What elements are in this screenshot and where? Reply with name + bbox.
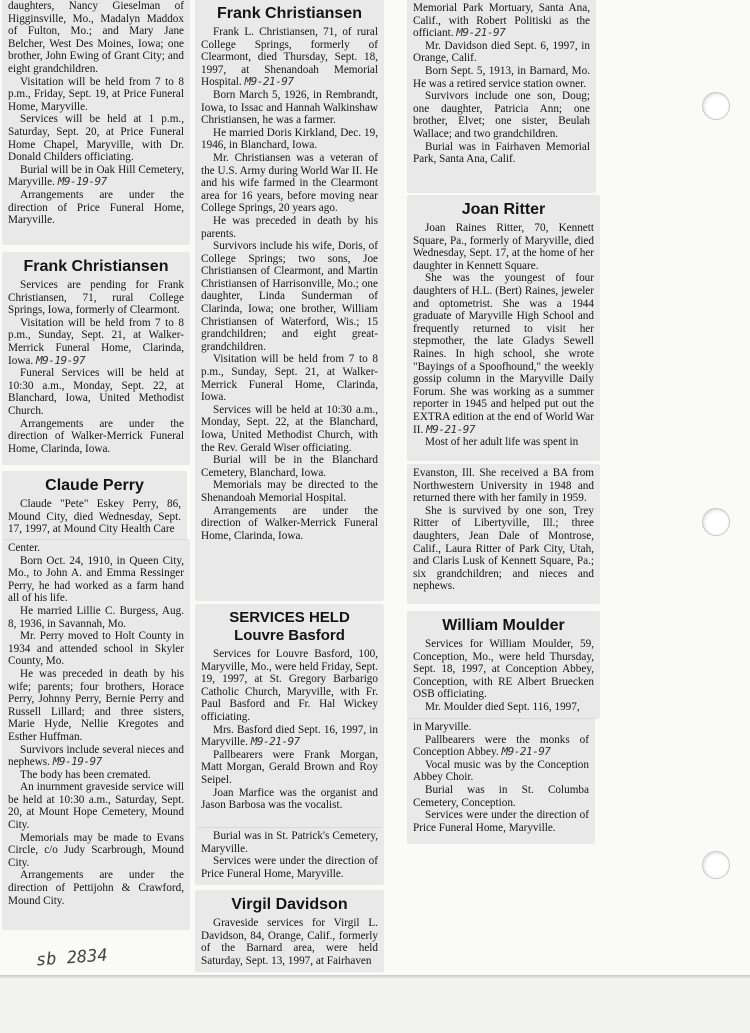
obituary-heading: Frank Christiansen [217,5,362,22]
obituary-subheading: Louvre Basford [234,627,345,644]
obituary-heading: Virgil Davidson [231,896,348,913]
obituary-clipping-continued [3,0,189,244]
obituary-heading: William Moulder [442,617,565,634]
obit-text: Memorial Park Mortuary, Santa Ana, Calif., with Robert Politiski as the officiant. [413,2,590,40]
binder-hole [702,508,730,536]
obit-text: Arrangements are under the direction of Pettijohn & Crawford, Mound City. [8,869,184,907]
obituary-clipping [3,253,189,464]
binder-hole [702,92,730,120]
handwritten-date: M9-21-97 [244,75,294,89]
obituary-clipping [408,196,599,460]
obit-text: Mr. Davidson died Sept. 6, 1997, in Orange, Calif. [413,39,590,65]
obit-text: Claude "Pete" Eskey Perry, 86, Mound City, died Wednesday, Sept. 17, 1997, at Mound City Health Care [8,498,181,536]
handwritten-date: M9-21-97 [426,422,476,436]
obit-text: Visitation will be held from 7 to 8 p.m., Sunday, Sept. 21, at Walker-Merrick Funeral Home, Clarinda, Iowa. [201,353,378,404]
obit-text: An inurnment graveside service will be held at 10:30 a.m., Saturday, Sept. 20, at Mount Hope Cemetery, Mound City. [8,781,184,832]
obit-text: Arrangements are under the direction of Walker-Merrick Funeral Home, Clarinda, Iowa. [8,417,184,455]
obit-text: Visitation will be held from 7 to 8 p.m., Friday, Sept. 19, at Price Funeral Home, Maryville. [8,75,184,113]
obit-text: Burial was in St. Columba Cemetery, Conception. [413,783,589,809]
obit-text: Center. [8,542,40,554]
obituary-clipping-continued [3,540,189,929]
obituary-clipping [3,472,186,540]
obit-text: She is survived by one son, Trey Ritter of Libertyville, Ill.; three daughters, Jean Dale of Montrose, Calif., Laura Ritter of Park City, Utah, and Claris Lusk of Kennett Square, Pa.; six grandchildren; and nieces and nephews. [413,504,594,593]
obit-text: in Maryville. [413,721,472,733]
handwritten-date: M9-21-97 [250,735,300,749]
obit-text: daughters, Nancy Gieselman of Higginsville, Mo., Madalyn Maddox of Fulton, Mo.; and Mary Jane Belcher, West Des Moines, Iowa; one brother, John Ewing of Grant City; and eight grandchildren. [8,0,184,75]
obit-text: He was preceded in death by his wife; parents; four brothers, Horace Perry, Johnny Perry, Bernie Perry and Russell Lillard; and three sisters, Marie Hyde, Nellie Kregotes and Esther Huffman. [8,667,184,743]
obit-text: Services for Louvre Basford, 100, Maryville, Mo., were held Friday, Sept. 19, 1997, at St. Gregory Barbarigo Catholic Church, Maryville, with Fr. Paul Basford and Fr. Hal Wickey officiating. [201,648,378,723]
obit-text: Vocal music was by the Conception Abbey Choir. [413,758,589,784]
obit-text: Visitation will be held from 7 to 8 p.m., Sunday, Sept. 21, at Walker-Merrick Funeral Home, Clarinda, Iowa. [8,316,184,367]
handwritten-date: M9-21-97 [456,26,506,40]
obit-text: Funeral Services will be held at 10:30 a.m., Monday, Sept. 22, at Blanchard, Iowa, United Methodist Church. [8,367,184,417]
obituary-clipping-continued [408,719,594,843]
obit-text: Survivors include his wife, Doris, of College Springs; two sons, Joe Christiansen of Clearmont, and Martin Christiansen of Harrisonville, Mo.; one daughter, Linda Sunderman of Clarinda, Iowa; one brother, William Christiansen of Waterford, Wis.; 15 grandchildren; and eight great-grandchildren. [201,240,378,353]
binder-hole [702,851,730,879]
obit-text: Services are pending for Frank Christiansen, 71, rural College Springs, Iowa, formerly of Clearmont. [8,279,184,317]
obit-text: Pallbearers were Frank Morgan, Matt Morgan, Gerald Brown and Roy Seipel. [201,748,378,786]
obit-text: Burial was in Fairhaven Memorial Park, Santa Ana, Calif. [413,140,590,166]
obit-text: Mrs. Basford died Sept. 16, 1997, in Maryville. [201,723,378,749]
obit-text: Survivors include one son, Doug; one daughter, Patricia Ann; one brother, Elvet; one sister, Beulah Wallace; and two grandchildren. [413,90,590,140]
handwritten-page-number: sb 2834 [35,945,109,971]
obituary-heading: Frank Christiansen [23,258,169,275]
obituary-clipping [408,612,599,718]
obit-text: Mr. Christiansen was a veteran of the U.S. Army during World War II. He and his wife farmed in the Clearmont area for 16 years, before moving near College Springs, 20 years ago. [201,151,378,215]
obit-text: Services for William Moulder, 59, Conception, Mo., were held Thursday, Sept. 18, 1997, at Conception Abbey, Conception, with RE Albert Bruecken OSB officiating. [413,638,594,701]
obit-text: Born March 5, 1926, in Rembrandt, Iowa, to Issac and Hannah Walkinshaw Christiansen, he was a farmer. [201,88,378,127]
obit-text: Evanston, Ill. She received a BA from Northwestern University in 1948 and returned there with her family in 1959. [413,467,594,505]
obituary-heading: Joan Ritter [461,201,546,218]
obit-text: Mr. Moulder died Sept. 116, 1997, [425,700,580,713]
obituary-clipping [196,891,383,971]
obit-text: Most of her adult life was spent in [425,436,579,449]
page-edge [0,975,750,979]
obit-text: Burial was in St. Patrick's Cemetery, Maryville. [201,830,378,855]
obituary-clipping-continued [408,0,595,192]
obit-text: He married Doris Kirkland, Dec. 19, 1946, in Blanchard, Iowa. [201,126,378,152]
obit-text: Memorials may be made to Evans Circle, c/o Judy Scarbrough, Mound City. [8,831,184,869]
handwritten-date: M9-19-97 [57,175,107,189]
handwritten-date: M9-21-97 [501,745,551,759]
obit-text: Born Sept. 5, 1913, in Barnard, Mo. He was a retired service station owner. [413,64,590,90]
obituary-heading: Claude Perry [45,477,144,494]
obit-text: Born Oct. 24, 1910, in Queen City, Mo., to John A. and Emma Ressinger Perry, he had worked as a farm hand all of his life. [8,554,184,605]
obit-text: She was the youngest of four daughters of H.L. (Bert) Raines, jeweler and optometrist. She was a 1944 graduate of Maryville High School and frequently returned to visit her stepmother, the late Gladys Sewell Raines. In high school, she wrote "Bayings of a Spoofhound," the weekly gossip column in the Maryville Daily Forum. She was working as a summer reporter in 1945 and helped put out the EXTRA edition at the end of World War II. [413,272,594,436]
obituary-clipping [196,605,383,827]
obit-text: Services were under the direction of Price Funeral Home, Maryville. [201,855,378,880]
obit-text: Joan Marfice was the organist and Jason Barbosa was the vocalist. [201,786,378,812]
obituary-clipping [196,0,383,600]
obit-text: Pallbearers were the monks of Conception Abbey. [413,733,589,759]
obit-text: He was preceded in death by his parents. [201,214,378,240]
obituary-heading: SERVICES HELD [229,609,350,626]
obit-text: Burial will be in the Blanchard Cemetery, Blanchard, Iowa. [201,454,378,479]
obit-text: He married Lillie C. Burgess, Aug. 8, 1936, in Savannah, Mo. [8,604,184,630]
obit-text: Survivors include several nieces and nephews. [8,743,184,769]
obit-text: Mr. Perry moved to Holt County in 1934 and attended school in Skyler County, Mo. [8,630,184,668]
handwritten-date: M9-19-97 [35,353,85,367]
obit-text: Arrangements are under the direction of Price Funeral Home, Maryville. [8,188,184,227]
obit-text: Joan Raines Ritter, 70, Kennett Square, Pa., formerly of Maryville, died Wednesday, Sept. 17, at the home of her daughter in Kennett Square. [413,222,594,272]
obit-text: Memorials may be directed to the Shenandoah Memorial Hospital. [201,479,378,504]
obituary-clipping-continued [408,465,599,603]
obit-text: Arrangements are under the direction of Walker-Merrick Funeral Home, Clarinda, Iowa. [201,504,378,542]
obit-text: Services will be held at 10:30 a.m., Monday, Sept. 22, at the Blanchard, Iowa, United Methodist Church, with the Rev. Gerald Wiser officiating. [201,403,378,454]
obit-text: Services will be held at 1 p.m., Saturday, Sept. 20, at Price Funeral Home Chapel, Maryville, with Dr. Donald Childers officiating. [8,113,184,164]
obit-text: Services were under the direction of Price Funeral Home, Maryville. [413,809,589,834]
obit-text: Frank L. Christiansen, 71, of rural College Springs, formerly of Clearmont, died Thursday, Sept. 18, 1997, at Shenandoah Memorial Hospital. [201,26,378,89]
obituary-clipping-continued [196,828,383,884]
obit-text: Graveside services for Virgil L. Davidson, 84, Orange, Calif., formerly of the Barnard area, were held Saturday, Sept. 13, 1997, at Fairhaven [201,917,378,967]
obit-text: The body has been cremated. [20,768,151,781]
handwritten-date: M9-19-97 [52,755,102,769]
obit-text: Burial will be in Oak Hill Cemetery, Maryville. [8,163,184,189]
